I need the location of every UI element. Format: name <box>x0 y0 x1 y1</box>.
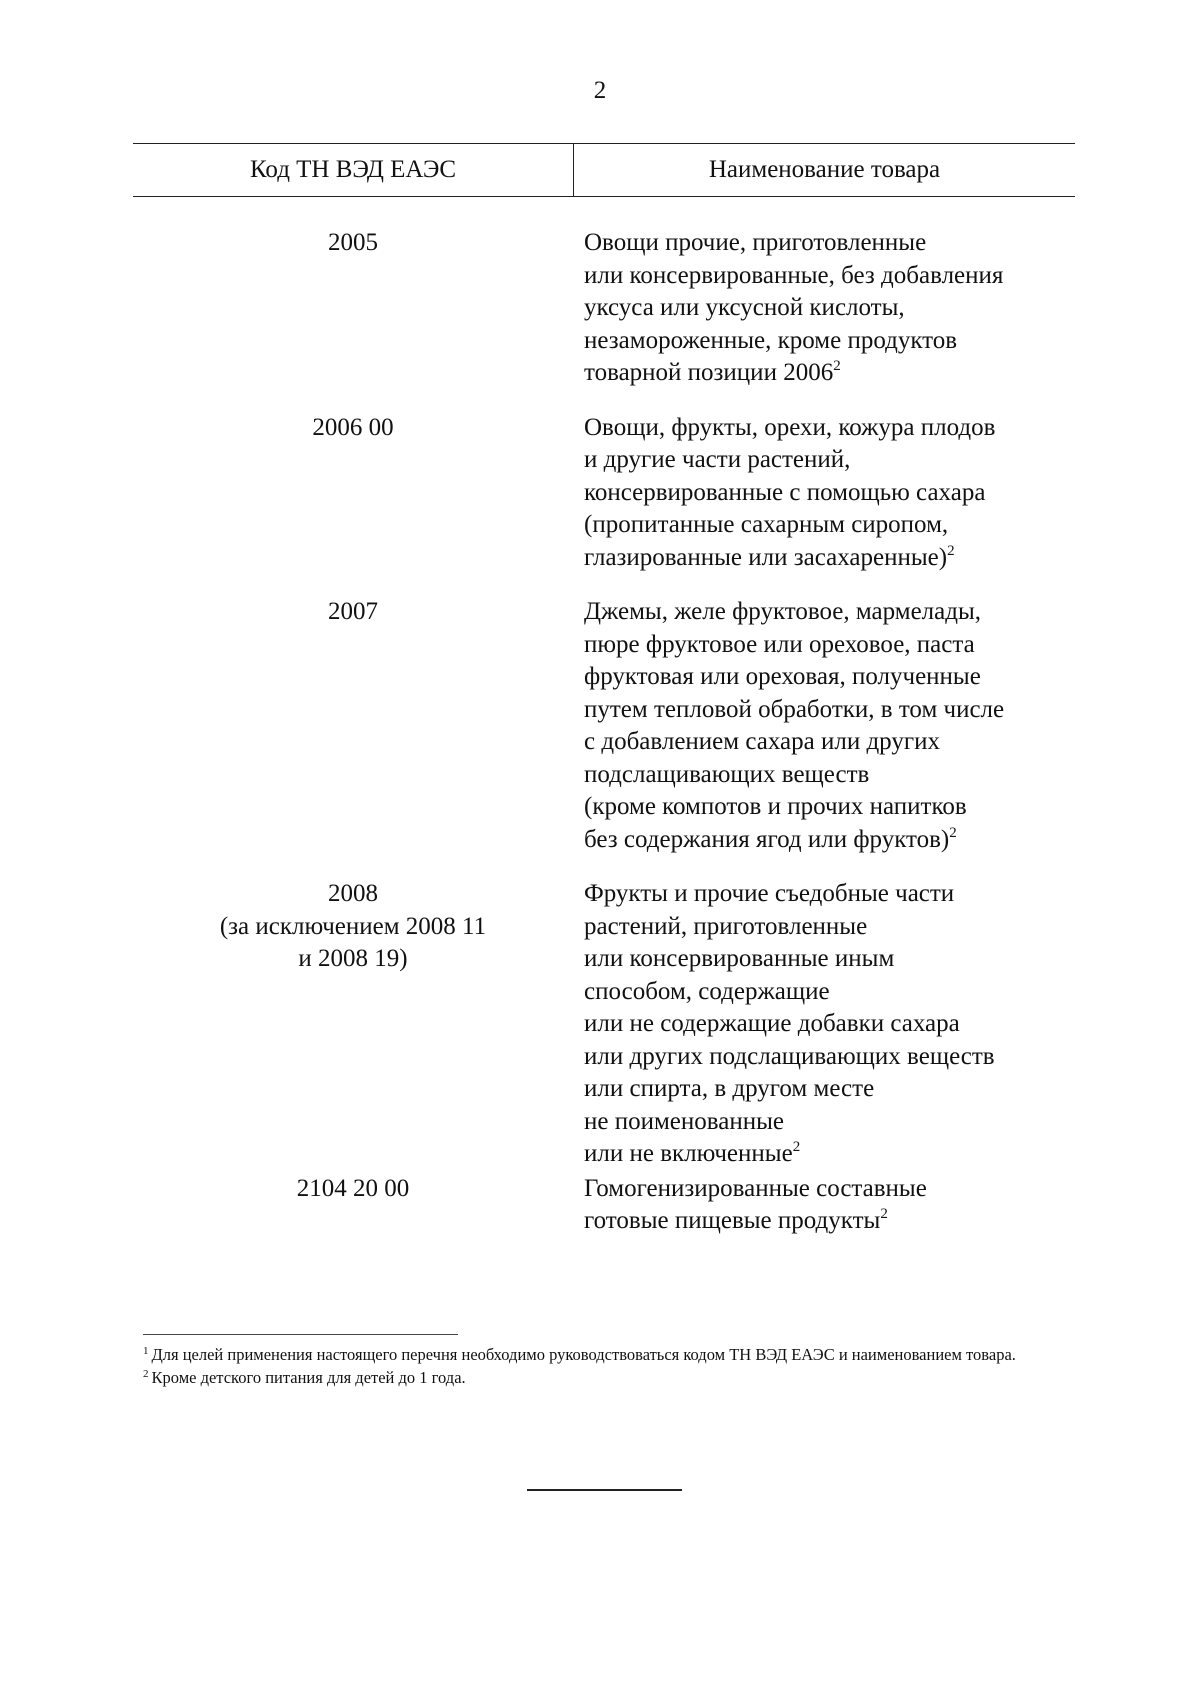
footnote-2 <box>143 1366 1061 1389</box>
column-header-name: Наименование товара <box>708 156 941 183</box>
row-code: 2008 (за исключением 2008 11 и 2008 19) <box>219 880 487 972</box>
table-body <box>133 227 1075 1238</box>
table-row <box>133 878 1075 1171</box>
table-row <box>133 596 1075 856</box>
footnotes <box>143 1343 1061 1389</box>
row-code: 2006 00 <box>312 413 394 441</box>
footnote-ref: 2 <box>833 358 841 374</box>
table-row <box>133 412 1075 575</box>
table-header <box>133 143 1075 197</box>
row-code: 2104 20 00 <box>296 1174 410 1202</box>
row-code: 2005 <box>328 229 378 256</box>
column-header-code: Код ТН ВЭД ЕАЭС <box>133 144 574 196</box>
footnote-mark: 2 <box>143 1368 149 1380</box>
footnote-ref: 2 <box>880 1206 888 1222</box>
table-row <box>133 1173 1075 1238</box>
row-name <box>573 878 1075 1171</box>
row-name-text: Джемы, желе фруктовое, мармелады, пюре фруктовое или ореховое, паста фруктовая или ореховая, полученные путем тепловой обработки, в том числе с добавлением сахара или других подслащивающих веществ (кроме компотов и прочих напитков без содержания ягод или фруктов) <box>584 598 1005 853</box>
row-code: 2007 <box>328 598 378 625</box>
row-name <box>573 596 1075 856</box>
row-name-text: Овощи, фрукты, орехи, кожура плодов и другие части растений, консервированные с помощью сахара (пропитанные сахарным сиропом, глазированные или засахаренные) <box>584 413 996 571</box>
footnote-text: Кроме детского питания для детей до 1 года. <box>151 1368 466 1387</box>
page-number: 2 <box>593 77 607 104</box>
footnote-ref: 2 <box>947 542 955 559</box>
end-of-document-rule <box>527 1489 682 1491</box>
footnote-1 <box>143 1343 1061 1366</box>
row-name-text: Гомогенизированные составные готовые пищевые продукты <box>584 1174 927 1234</box>
row-name <box>573 412 1075 575</box>
footnote-separator <box>143 1334 458 1335</box>
footnote-mark: 1 <box>143 1345 149 1357</box>
row-name-text: Фрукты и прочие съедобные части растений, приготовленные или консервированные иным способом, содержащие или не содержащие добавки сахара или других подслащивающих веществ или спирта, в другом месте не поименованные или не включенные <box>584 880 995 1167</box>
footnote-ref: 2 <box>949 824 957 841</box>
row-name-text: Овощи прочие, приготовленные или консервированные, без добавления уксуса или уксусной кислоты, незамороженные, кроме продуктов товарной позиции 2006 <box>584 229 1004 386</box>
row-name <box>573 1173 1075 1238</box>
table-row <box>133 227 1075 390</box>
footnote-text: Для целей применения настоящего перечня необходимо руководствоваться кодом ТН ВЭД ЕАЭС и наименованием товара. <box>151 1345 1016 1364</box>
row-name <box>573 227 1075 390</box>
goods-table <box>133 143 1075 1238</box>
footnote-ref: 2 <box>792 1139 801 1155</box>
